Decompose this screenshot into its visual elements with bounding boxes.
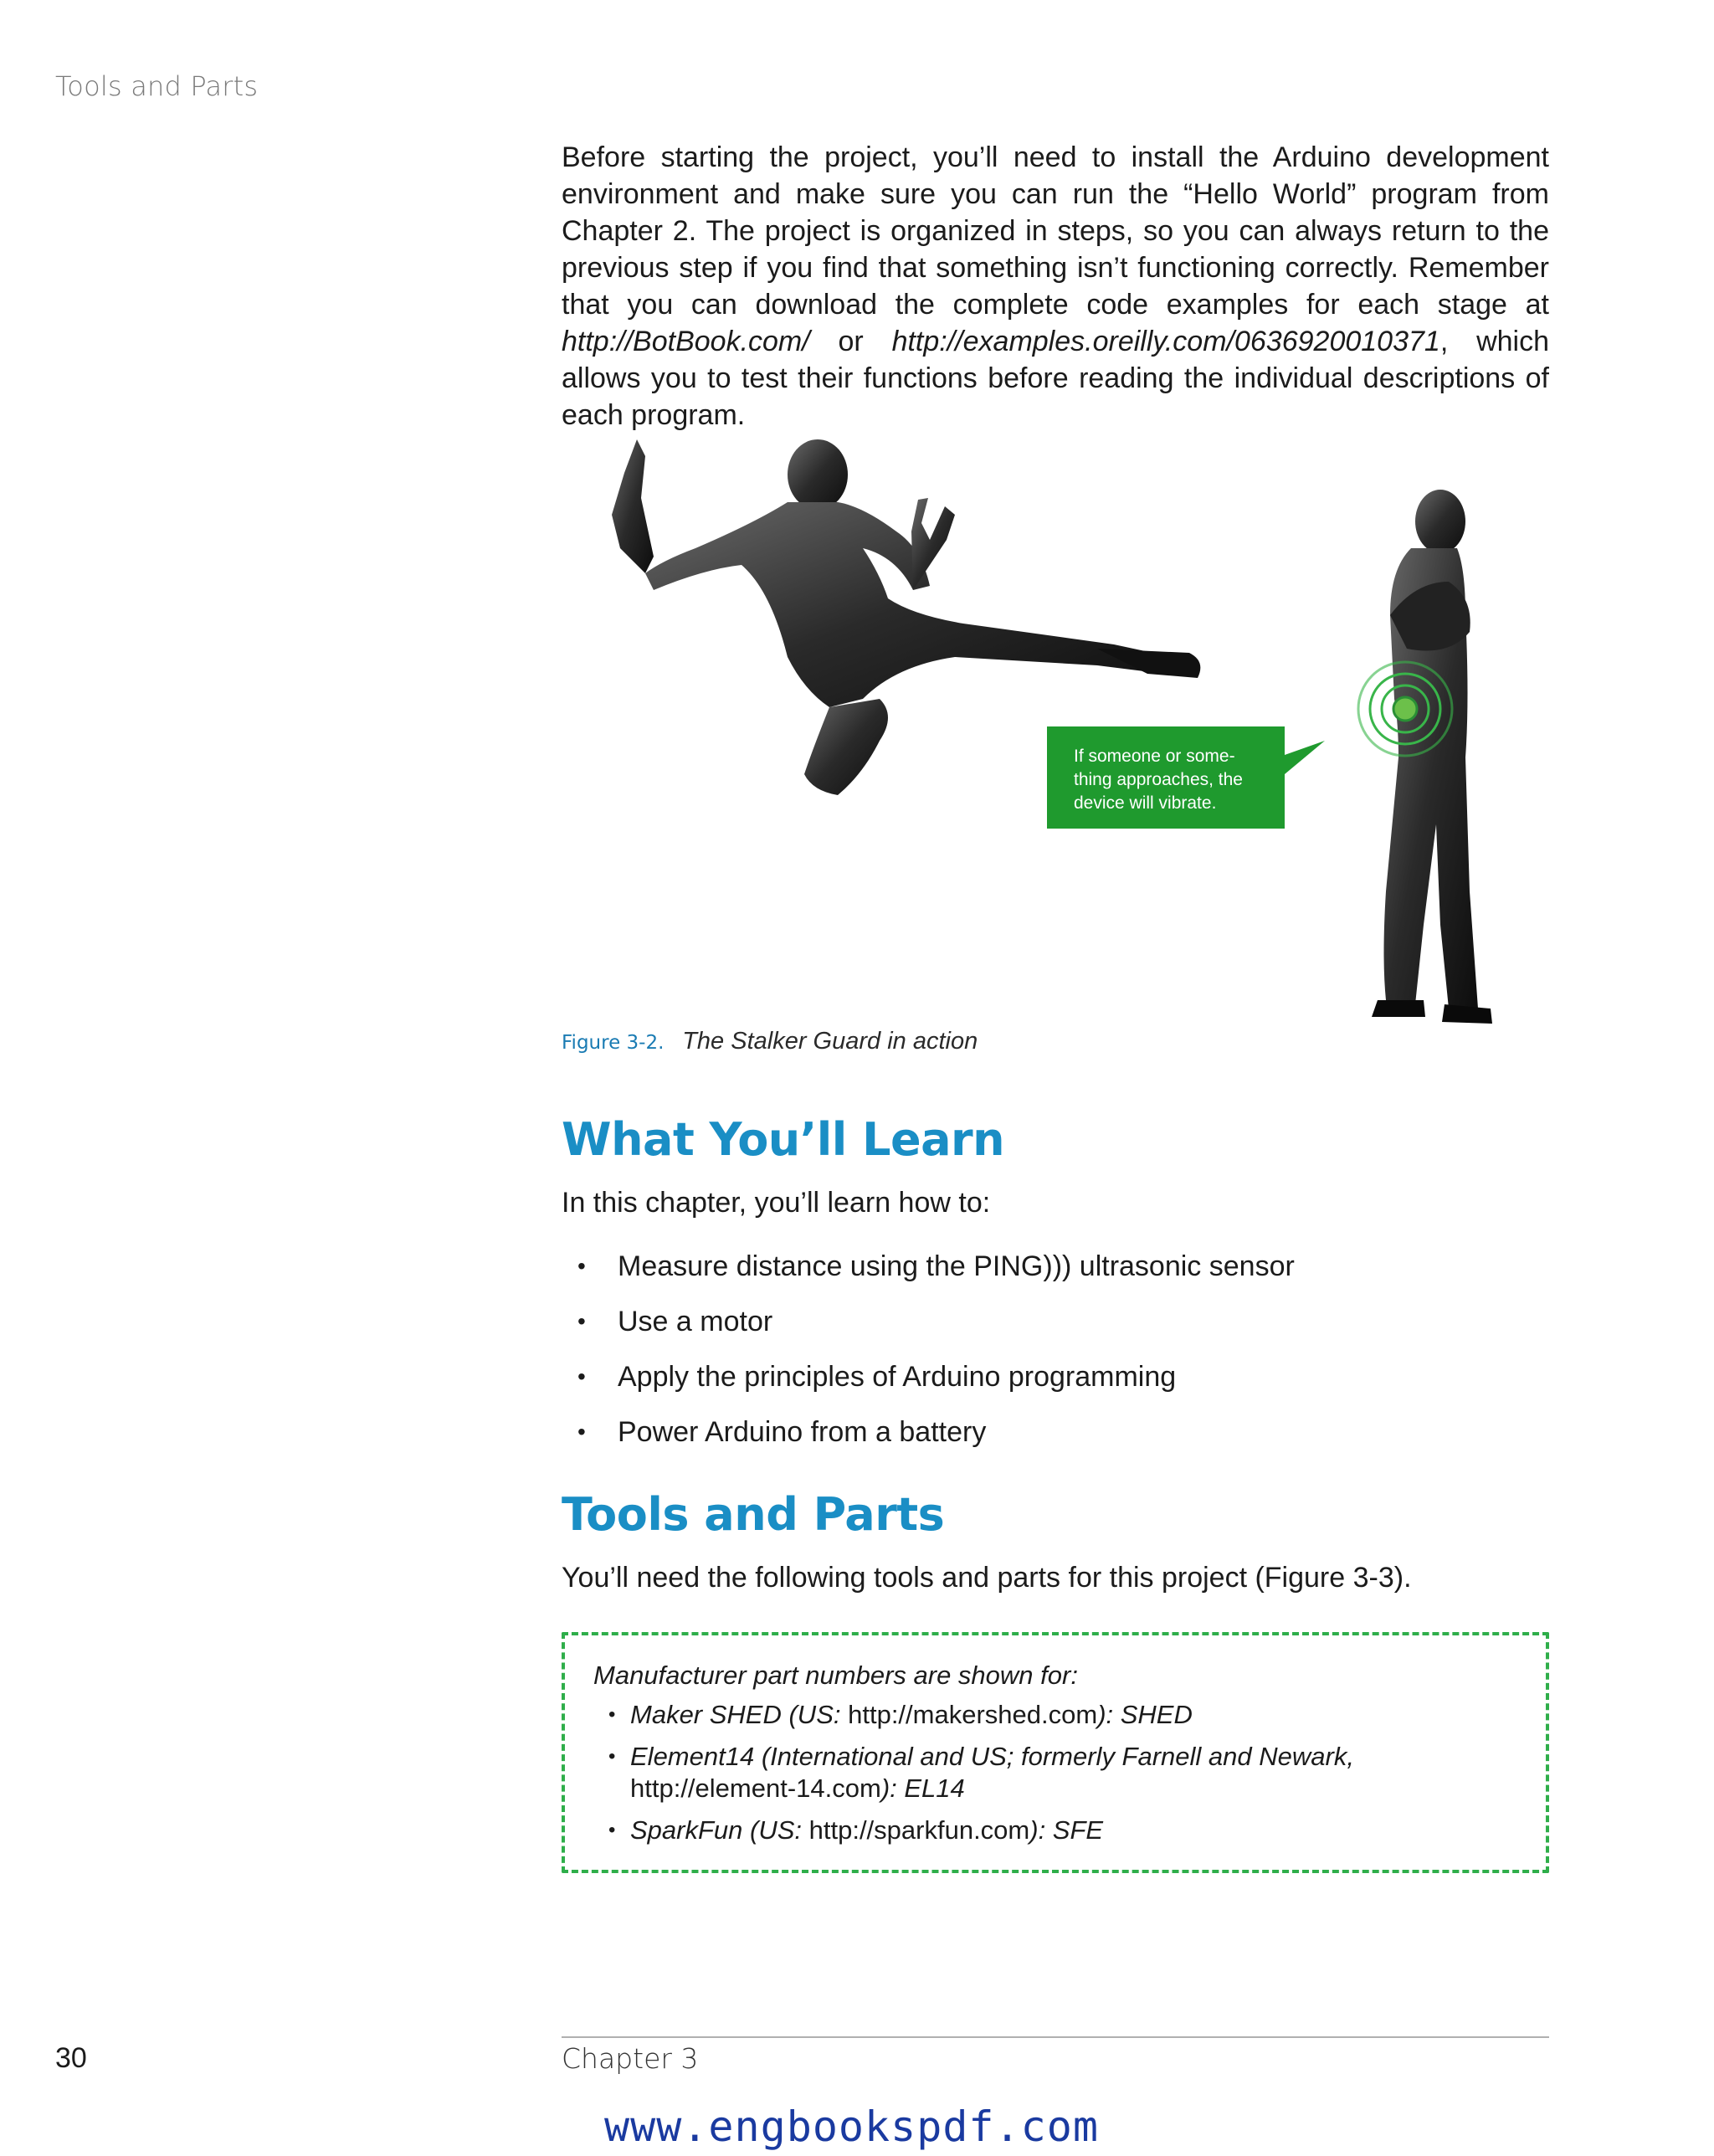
tools-lead: You’ll need the following tools and parts for this project (Figure 3-3). bbox=[562, 1562, 1412, 1594]
list-item: • Apply the principles of Arduino programming bbox=[577, 1361, 1177, 1393]
manufacturer-note-box bbox=[562, 1632, 1549, 1873]
callout-line-3: device will vibrate. bbox=[1074, 793, 1217, 813]
sparkfun-link[interactable]: http://sparkfun.com bbox=[808, 1815, 1030, 1845]
list-item: • Power Arduino from a battery bbox=[577, 1416, 987, 1448]
list-item: • Measure distance using the PING))) ultrasonic sensor bbox=[577, 1250, 1295, 1282]
learn-lead: In this chapter, you’ll learn how to: bbox=[562, 1187, 991, 1219]
footer-rule bbox=[562, 2036, 1549, 2038]
page-number: 30 bbox=[55, 2042, 87, 2074]
list-item: • Element14 (International and US; formerly Farnell and Newark, http://element-14.com): EL14 bbox=[608, 1742, 1354, 1803]
callout-box bbox=[1047, 726, 1325, 829]
section-heading-learn: What You’ll Learn bbox=[562, 1113, 1005, 1166]
watermark-link[interactable]: www.engbookspdf.com bbox=[604, 2102, 1099, 2151]
section-heading-tools: Tools and Parts bbox=[562, 1488, 945, 1541]
running-head: Tools and Parts bbox=[55, 70, 259, 102]
figure-caption bbox=[562, 1028, 978, 1055]
intro-paragraph: Before starting the project, you’ll need to install the Arduino development environment and make sure you can run the “Hello World” program from Chapter 2. The project is organized in steps, so you can always return to the previous step if you find that something isn’t functioning correctly. Remember that you can download the complete code examples for each stage at http://BotBook.com/ or http://examples.oreilly.com/0636920010371, which allows you to test their functions before reading the individual descriptions of each program. bbox=[562, 141, 1550, 431]
list-item: • Maker SHED (US: http://makershed.com): SHED bbox=[608, 1700, 1193, 1729]
note-heading: Manufacturer part numbers are shown for: bbox=[593, 1661, 1078, 1690]
manufacturer-list bbox=[593, 1699, 1519, 1846]
callout-line-1: If someone or some- bbox=[1074, 747, 1235, 766]
botbook-link[interactable]: http://BotBook.com/ bbox=[562, 326, 810, 357]
list-item: • SparkFun (US: http://sparkfun.com): SFE bbox=[608, 1815, 1104, 1845]
makershed-link[interactable]: http://makershed.com bbox=[848, 1700, 1098, 1729]
callout-line-2: thing approaches, the bbox=[1074, 770, 1243, 789]
oreilly-link[interactable]: http://examples.oreilly.com/0636920010371 bbox=[891, 326, 1440, 357]
chapter-label: Chapter 3 bbox=[562, 2042, 699, 2075]
stalker-guard-figure bbox=[562, 423, 1549, 1042]
figure-caption-text: The Stalker Guard in action bbox=[682, 1028, 978, 1055]
learn-list bbox=[577, 1239, 1295, 1460]
list-item: • Use a motor bbox=[577, 1306, 773, 1337]
standing-figure-illustration bbox=[1372, 490, 1492, 1024]
figure-label: Figure 3-2. bbox=[562, 1032, 665, 1054]
element14-link[interactable]: http://element-14.com bbox=[630, 1774, 881, 1803]
